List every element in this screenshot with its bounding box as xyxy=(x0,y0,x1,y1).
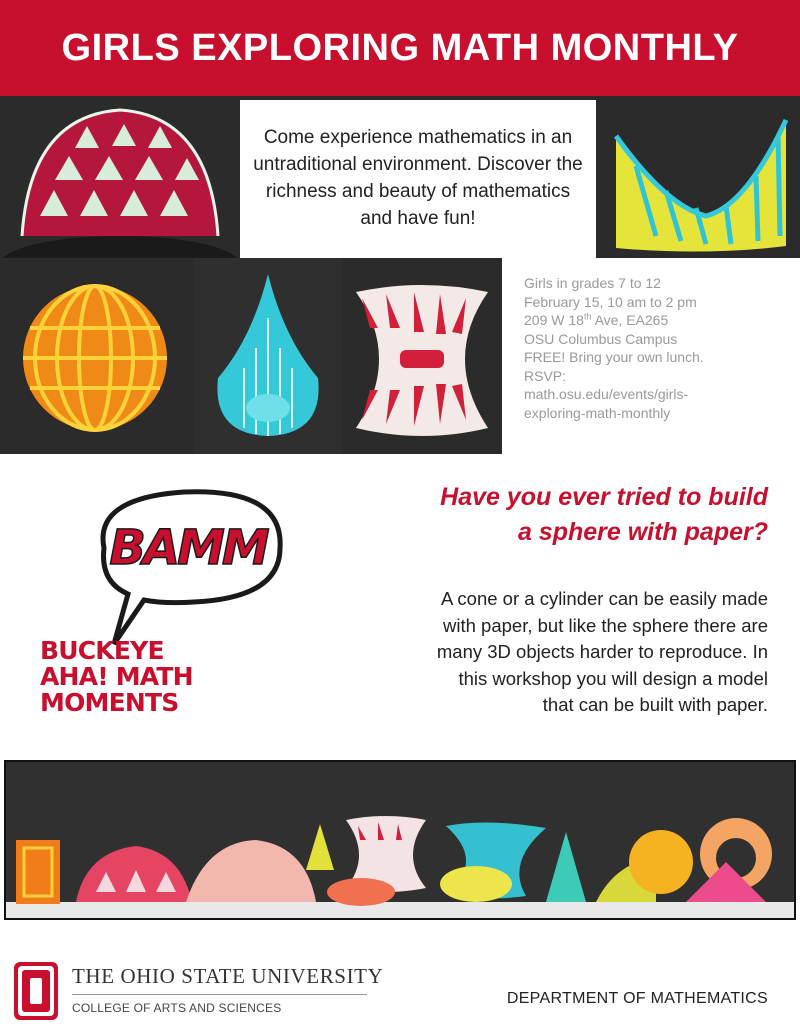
body-line-4: this workshop you will design a model xyxy=(458,667,768,689)
university-name: THE OHIO STATE UNIVERSITY xyxy=(72,964,384,988)
body-line-3: many 3D objects harder to reproduce. In xyxy=(436,641,768,662)
bamm-tagline-line-2: AHA! MATH xyxy=(40,662,193,691)
address-suffix: Ave, EA265 xyxy=(591,312,669,328)
detail-cost: FREE! Bring your own lunch. xyxy=(524,349,704,365)
photo-red-hyperboloid xyxy=(342,258,502,454)
photo-orange-sphere xyxy=(0,258,194,454)
detail-address xyxy=(524,311,788,330)
question-line-2: a sphere with paper? xyxy=(517,518,768,546)
photo-cyan-teardrop xyxy=(194,258,342,454)
question-line-1: Have you ever tried to build xyxy=(440,483,768,511)
college-name: COLLEGE OF ARTS AND SCIENCES xyxy=(72,1001,282,1015)
detail-grades: Girls in grades 7 to 12 xyxy=(524,275,661,291)
page-title: GIRLS EXPLORING MATH MONTHLY xyxy=(61,26,739,69)
department-name: DEPARTMENT OF MATHEMATICS xyxy=(506,990,768,1007)
detail-url-line-2[interactable]: exploring-math-monthly xyxy=(524,404,671,421)
detail-campus: OSU Columbus Campus xyxy=(524,330,678,347)
body-line-1: A cone or a cylinder can be easily made xyxy=(440,588,768,609)
footer-divider xyxy=(72,994,367,995)
detail-date: February 15, 10 am to 2 pm xyxy=(524,293,697,310)
photo-paper-models-panorama xyxy=(4,760,796,920)
event-details xyxy=(502,262,798,454)
intro-box xyxy=(240,100,596,256)
detail-url-line-1[interactable]: math.osu.edu/events/girls- xyxy=(524,386,689,402)
bamm-logo-text: BAMM xyxy=(109,520,267,576)
address-ordinal: th xyxy=(583,311,592,322)
bamm-tagline-line-3: MOMENTS xyxy=(40,688,179,717)
photo-yellow-saddle xyxy=(596,96,800,258)
photo-red-dome xyxy=(0,96,240,258)
osu-block-o-logo xyxy=(14,962,58,1020)
intro-text: Come experience mathematics in an untraditional environment. Discover the richness and beauty of mathematics and have fun! xyxy=(253,127,583,229)
title-banner xyxy=(0,0,800,96)
bamm-tagline xyxy=(40,638,240,716)
bamm-logo xyxy=(84,478,294,648)
question-heading xyxy=(328,480,768,550)
bamm-tagline-line-1: BUCKEYE xyxy=(40,636,164,665)
detail-rsvp: RSVP: xyxy=(524,367,567,384)
body-line-5: that can be built with paper. xyxy=(542,694,768,715)
workshop-description xyxy=(328,586,768,719)
address-prefix: 209 W 18 xyxy=(524,312,584,328)
body-line-2: with paper, but like the sphere there are xyxy=(443,614,768,636)
